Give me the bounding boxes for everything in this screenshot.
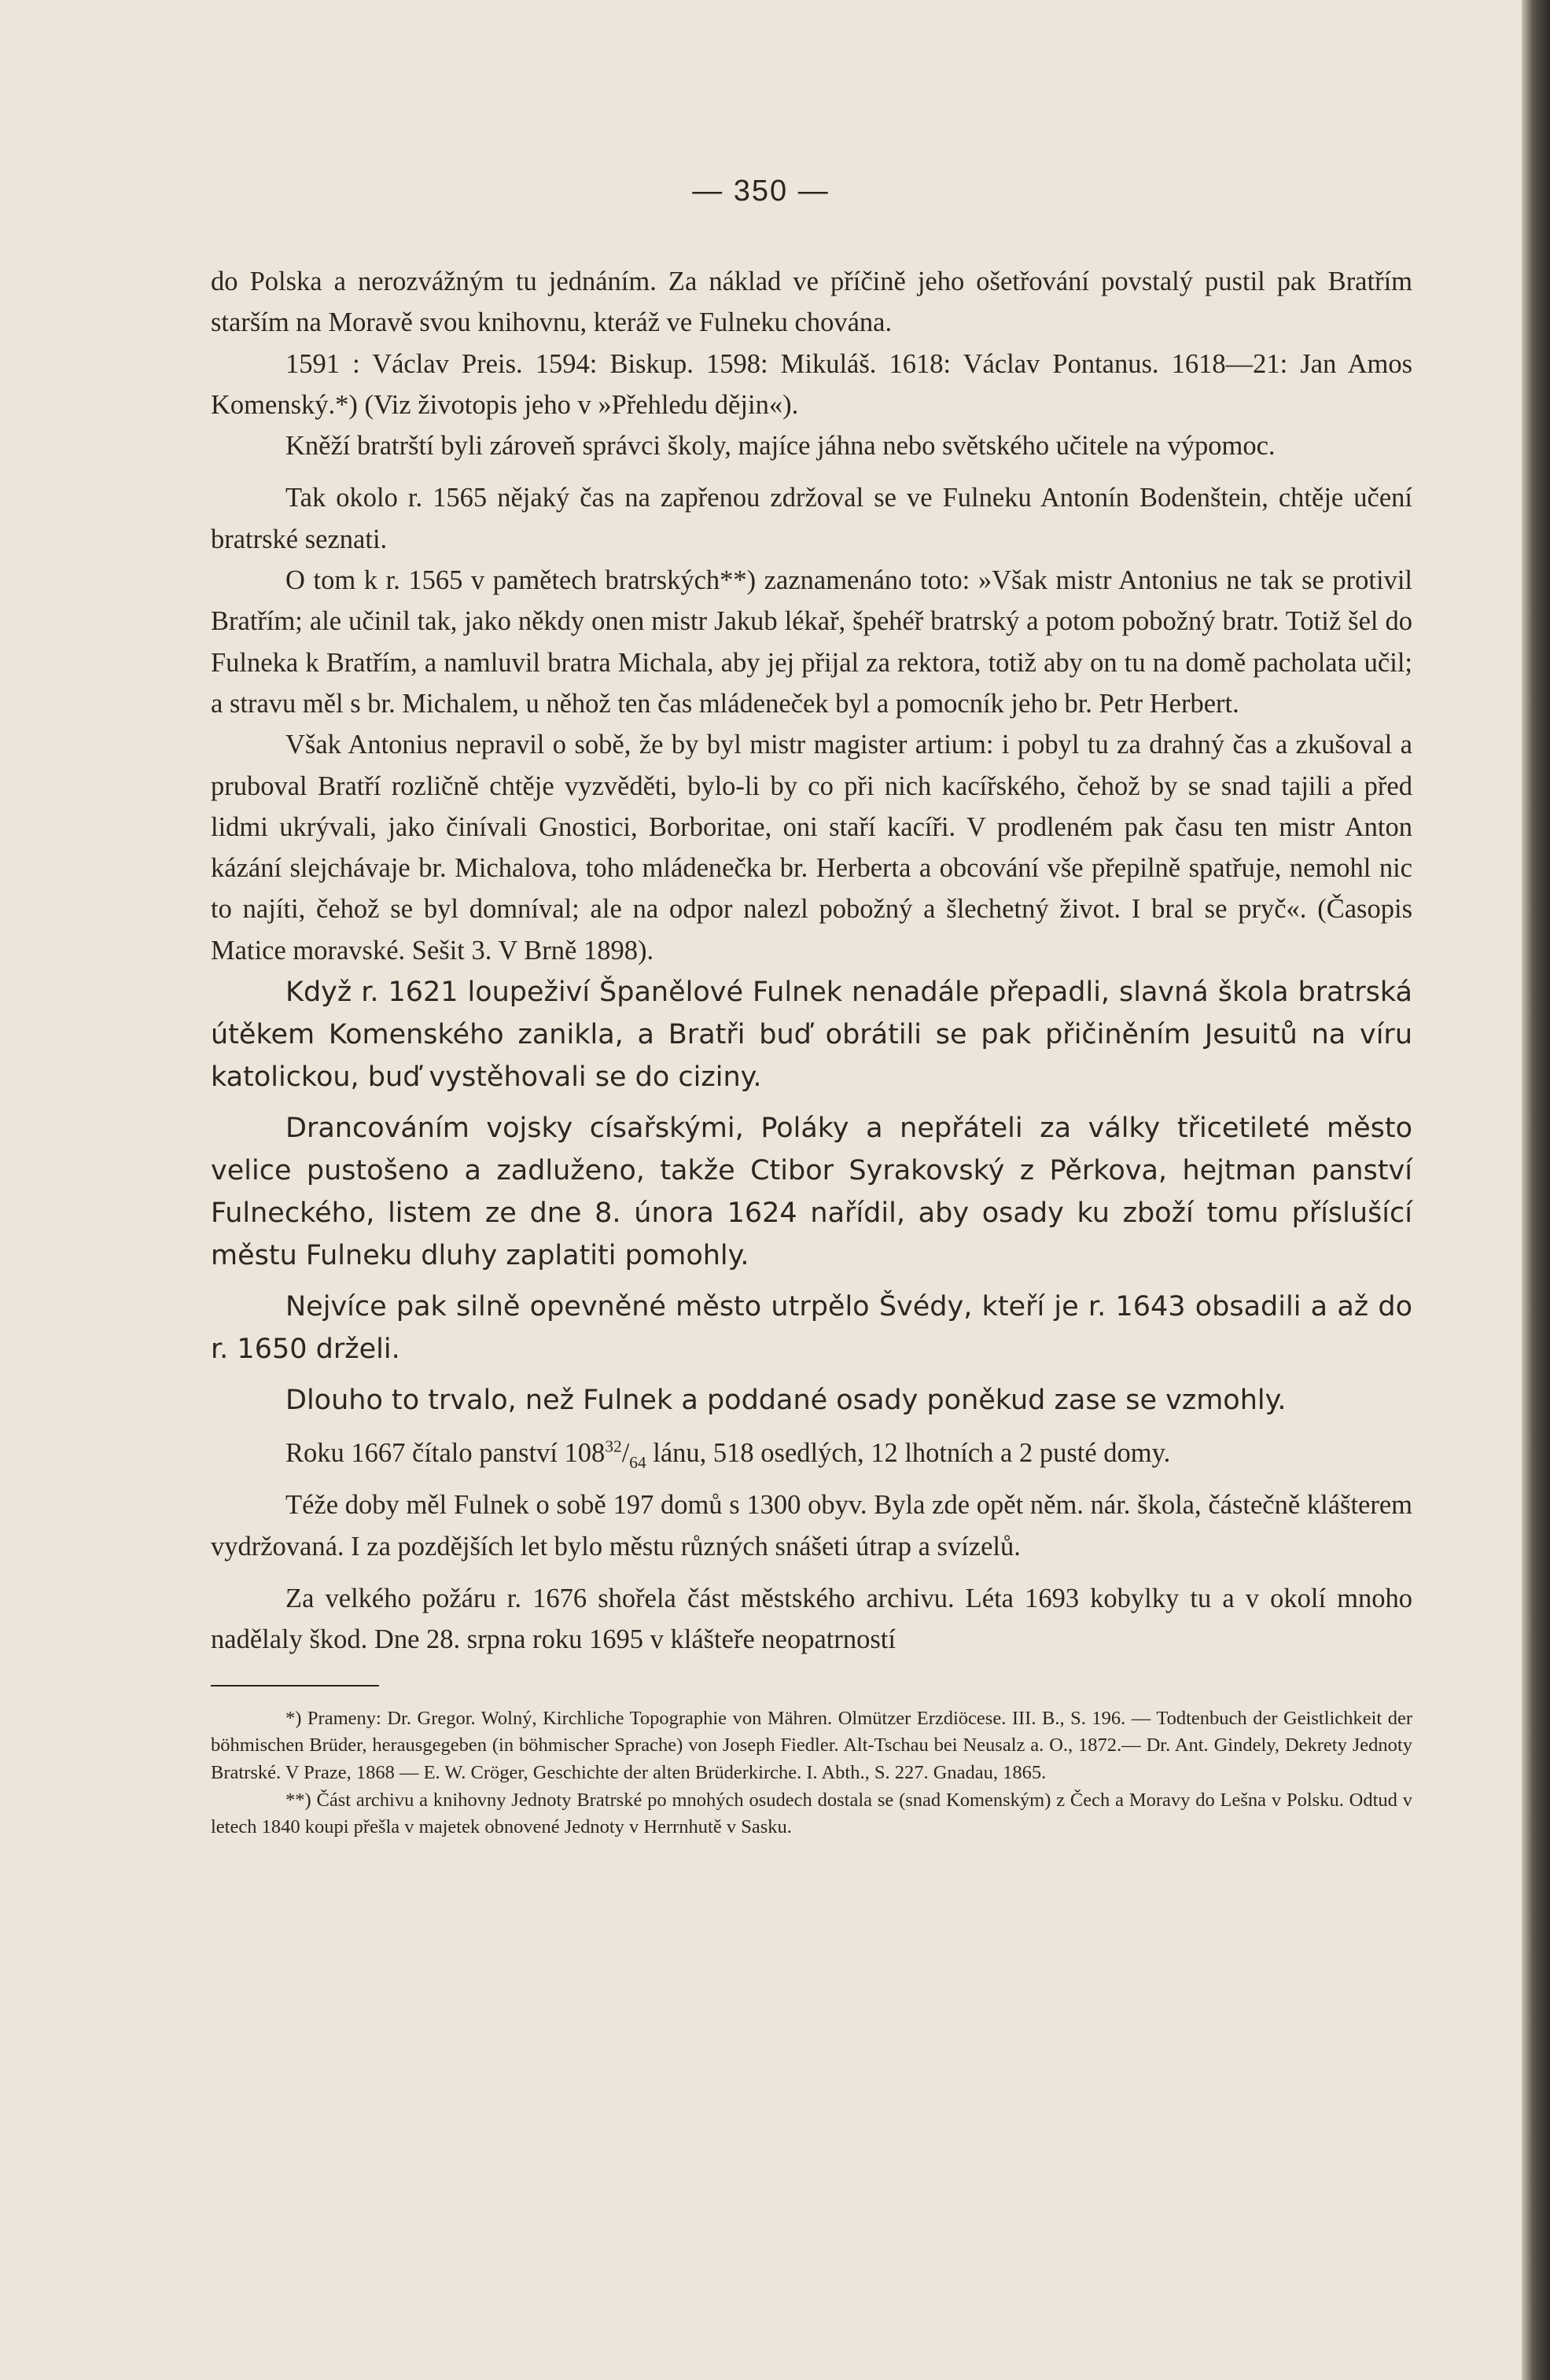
footnote: **) Část archivu a knihovny Jednoty Bratrské po mnohých osudech dostala se (snad Komenským) z Čech a Moravy do Lešna v Polsku. Odtud v letech 1840 koupi přešla v majetek obnovené Jednoty v Herrnhutě v Sasku. xyxy=(211,1789,1412,1838)
paragraph: Kněží bratrští byli zároveň správci školy, majíce jáhna nebo světského učitele na výpomoc. xyxy=(285,431,1276,462)
book-spine-edge xyxy=(1522,0,1550,2380)
fraction-denominator: 64 xyxy=(629,1452,646,1472)
paragraph: Drancováním vojsky císařskými, Poláky a nepřáteli za války třicetileté město velice pustošeno a zadluženo, takže Ctibor Syrakovský z Pěrkova, hejtman panství Fulneckého, listem ze dne 8. února 1624 nařídil, aby osady ku zboží tomu příslušící městu Fulneku dluhy zaplatiti pomohly. xyxy=(211,1113,1412,1272)
text-before: Roku 1667 čítalo panství 108 xyxy=(285,1438,606,1469)
page-number: — 350 — xyxy=(692,175,830,208)
paragraph: Když r. 1621 loupeživí Španělové Fulnek nenadále přepadli, slavná škola bratrská útěkem Komenského zanikla, a Bratři buď obrátili se pak přičiněním Jesuitů na víru katolickou, buď vystěhovali se do ciziny. xyxy=(211,977,1412,1094)
page-body xyxy=(211,261,1412,1841)
footnote: *) Prameny: Dr. Gregor. Wolný, Kirchliche Topographie von Mähren. Olmützer Erzdiöcese. III. B., S. 196. — Todtenbuch der Geistlichkeit der böhmischen Brüder, herausgegeben (in böhmischer Sprache) von Joseph Fiedler. Alt-Tschau bei Neusalz a. O., 1872.— Dr. Ant. Gindely, Dekrety Jednoty Bratrské. V Praze, 1868 — E. W. Cröger, Geschichte der alten Brüderkirche. I. Abth., S. 227. Gnadau, 1865. xyxy=(211,1707,1412,1783)
paragraph-1667 xyxy=(211,1433,1412,1473)
paragraph: Však Antonius nepravil o sobě, že by byl mistr magister artium: i pobyl tu za drahný čas a zkušoval a pruboval Bratří rozličně chtěje vyzvěděti, bylo-li by co při nich kacířského, čehož by se snad tajili a před lidmi ukrývali, jako činívali Gnostici, Borboritae, oni staří kacíři. V prodleném pak času ten mistr Anton kázání slejchávaje br. Michalova, toho mládenečka br. Herberta a obcování vše přepilně spatřuje, nemohl nic to najíti, čehož se byl domníval; ale na odpor nalezl pobožný a šlechetný život. I bral se pryč«. (Časopis Matice moravské. Sešit 3. V Brně 1898). xyxy=(211,730,1412,966)
paragraph: Za velkého požáru r. 1676 shořela část městského archivu. Léta 1693 kobylky tu a v okolí mnoho nadělaly škod. Dne 28. srpna roku 1695 v klášteře neopatrností xyxy=(211,1583,1412,1655)
paragraph: Téže doby měl Fulnek o sobě 197 domů s 1300 obyv. Byla zde opět něm. nár. škola, částečně klášterem vydržovaná. I za pozdějších let bylo městu různých snášeti útrap a svízelů. xyxy=(211,1490,1412,1562)
paragraph: do Polska a nerozvážným tu jednáním. Za náklad ve příčině jeho ošetřování povstalý pustil pak Bratřím starším na Moravě svou knihovnu, kteráž ve Fulneku chována. xyxy=(211,267,1412,338)
paragraph: O tom k r. 1565 v pamětech bratrských**) zaznamenáno toto: »Však mistr Antonius ne tak se protivil Bratřím; ale učinil tak, jako někdy onen mistr Jakub lékař, špehéř bratrský a potom pobožný bratr. Totiž šel do Fulneka k Bratřím, a namluvil bratra Michala, aby jej přijal za rektora, totiž aby on tu na domě pacholata učil; a stravu měl s br. Michalem, u něhož ten čas mládeneček byl a pomocník jeho br. Petr Herbert. xyxy=(211,565,1412,719)
footnote-divider xyxy=(211,1685,379,1687)
fraction-numerator: 32 xyxy=(605,1436,622,1456)
paragraph: Dlouho to trvalo, než Fulnek a poddané osady poněkud zase se vzmohly. xyxy=(285,1385,1287,1417)
fraction-slash: / xyxy=(621,1438,630,1469)
paragraph: Nejvíce pak silně opevněné město utrpělo Švédy, kteří je r. 1643 obsadili a až do r. 1650 drželi. xyxy=(211,1291,1412,1366)
paragraph: 1591 : Václav Preis. 1594: Biskup. 1598: Mikuláš. 1618: Václav Pontanus. 1618—21: Jan Amos Komenský.*) (Viz životopis jeho v »Přehledu dějin«). xyxy=(211,348,1412,420)
text-after: lánu, 518 osedlých, 12 lhotních a 2 pusté domy. xyxy=(646,1438,1171,1469)
paragraph: Tak okolo r. 1565 nějaký čas na zapřenou zdržoval se ve Fulneku Antonín Bodenštein, chtěje učení bratrské seznati. xyxy=(211,483,1412,554)
